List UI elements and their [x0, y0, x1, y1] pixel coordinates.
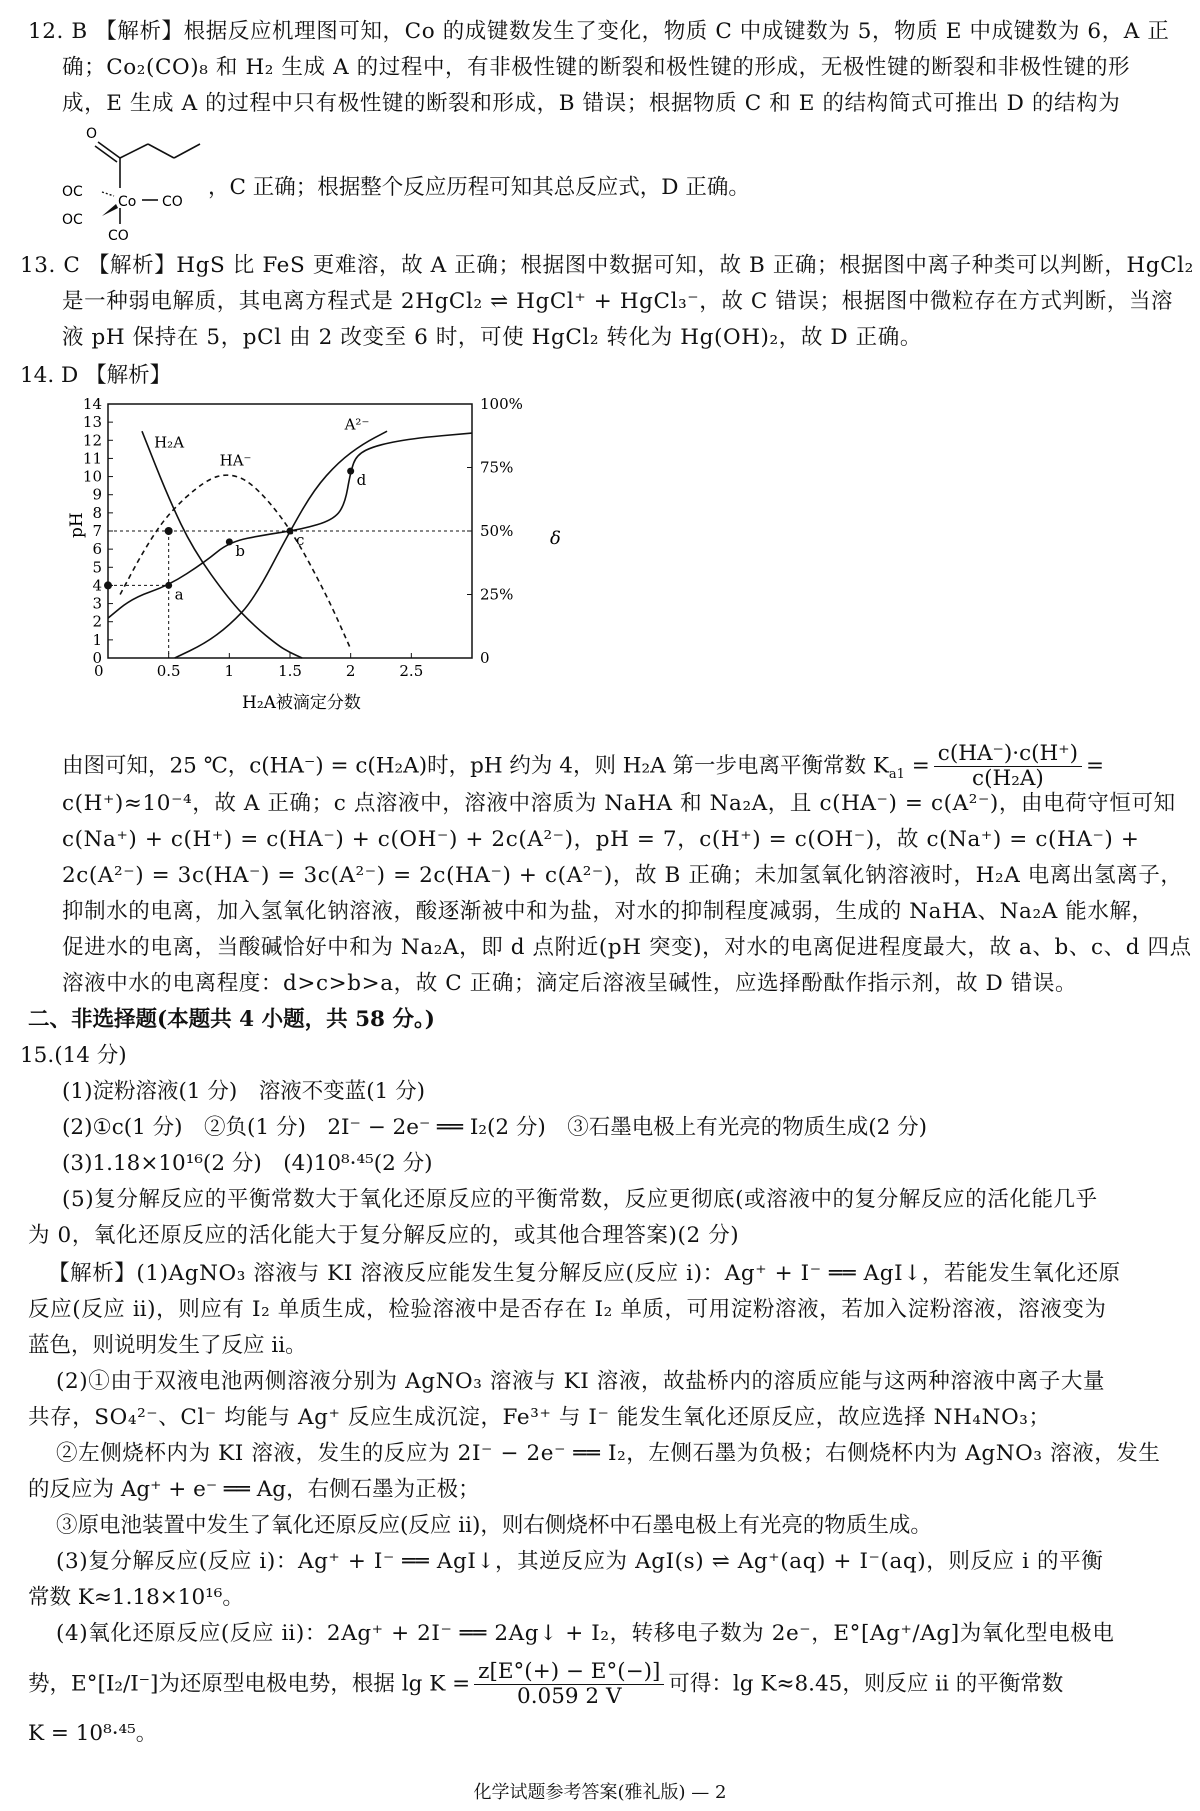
series-line-HA⁻: [120, 475, 351, 649]
struct-o-label: O: [86, 126, 98, 142]
y-tick-right-label: 75%: [480, 458, 514, 477]
nernst-numerator: z[E°(+) − E°(−)]: [474, 1660, 664, 1685]
q14-heading: 14. D 【解析】: [20, 363, 172, 388]
x-tick-label: 1.5: [278, 662, 302, 680]
struct-co-right: CO: [162, 194, 183, 210]
point-marker-cross: [165, 527, 173, 535]
section-2-heading: 二、非选择题(本题共 4 小题，共 58 分。): [28, 1007, 435, 1032]
x-tick-label: 0.5: [156, 662, 181, 680]
y-tick-left-label: 1: [92, 630, 102, 649]
q15-explain-1: 【解析】(1)AgNO₃ 溶液与 KI 溶液反应能发生复分解反应(反应 ⅰ)：Ag⁺ + I⁻ ══ AgI↓，若能发生氧化还原: [48, 1261, 1121, 1286]
q15-explain-5: 共存，SO₄²⁻、Cl⁻ 均能与 Ag⁺ 反应生成沉淀，Fe³⁺ 与 I⁻ 能发生氧化还原反应，故应选择 NH₄NO₃；: [28, 1405, 1051, 1430]
point-marker-d: [347, 468, 354, 475]
y-axis-label-delta: δ: [550, 528, 561, 549]
y-tick-left-label: 14: [82, 395, 102, 413]
y-tick-left-label: 7: [92, 522, 102, 540]
q15-explain-7: 的反应为 Ag⁺ + e⁻ ══ Ag，右侧石墨为正极；: [28, 1477, 480, 1502]
y-tick-left-label: 11: [82, 449, 102, 468]
y-tick-left-label: 5: [92, 558, 102, 577]
q15-explain-11: (4)氧化还原反应(反应 ⅱ)：2Ag⁺ + 2I⁻ ══ 2Ag↓ + I₂，转移电子数为 2e⁻，E°[Ag⁺/Ag]为氧化型电极电: [56, 1621, 1115, 1646]
q12-line-3: 成，E 生成 A 的过程中只有极性键的断裂和形成，B 错误；根据物质 C 和 E 的结构简式可推出 D 的结构为: [62, 91, 1121, 116]
nernst-denominator: 0.059 2 V: [517, 1684, 622, 1709]
struct-oc-label-2: OC: [62, 212, 83, 228]
q14-line-7: 溶液中水的电离程度：d>c>b>a，故 C 正确；滴定后溶液呈碱性，应选择酚酞作指示剂，故 D 错误。: [62, 971, 1078, 996]
q15-explain-6: ②左侧烧杯内为 KI 溶液，发生的反应为 2I⁻ − 2e⁻ ══ I₂，左侧石墨为负极；右侧烧杯内为 AgNO₃ 溶液，发生: [56, 1441, 1161, 1466]
y-tick-left-label: 6: [92, 540, 102, 559]
point-label-a: a: [174, 585, 184, 604]
q12-line-2: 确；Co₂(CO)₈ 和 H₂ 生成 A 的过程中，有非极性键的断裂和极性键的形成，无极性键的断裂和非极性键的形: [62, 55, 1131, 80]
y-tick-left-label: 2: [92, 612, 102, 631]
q15-explain-8: ③原电池装置中发生了氧化还原反应(反应 ⅱ)，则右侧烧杯中石墨电极上有光亮的物质生成。: [56, 1513, 932, 1538]
x-tick-label: 2: [345, 662, 356, 680]
q14-line-1c: =: [904, 753, 930, 779]
y-tick-left-label: 9: [92, 485, 102, 504]
q15-explain-13: K = 10⁸·⁴⁵。: [28, 1721, 158, 1746]
q14-line-1a: 由图可知，25 ℃，c(HA⁻) = c(H₂A)时，pH 约为 4，则 H₂A 第一步电离平衡常数 K: [62, 753, 889, 779]
point-label-d: d: [356, 471, 367, 490]
series-label: A²⁻: [344, 415, 370, 434]
y-tick-right-label: 25%: [480, 585, 514, 604]
y-tick-left-label: 8: [92, 503, 102, 522]
q12-line-4: ，C 正确；根据整个反应历程可知其总反应式，D 正确。: [208, 175, 750, 200]
q14-line-1d: =: [1086, 753, 1105, 779]
q14-line-4: 2c(A²⁻) = 3c(HA⁻) = 3c(A²⁻) = 2c(HA⁻) + c(A²⁻)，故 B 正确；未加氢氧化钠溶液时，H₂A 电离出氢离子，: [62, 863, 1183, 888]
q13-line-3: 液 pH 保持在 5，pCl 由 2 改变至 6 时，可使 HgCl₂ 转化为 Hg(OH)₂，故 D 正确。: [62, 325, 922, 350]
y-tick-left-label: 10: [82, 467, 102, 486]
x-tick-label: 2.5: [399, 662, 424, 680]
ka1-numerator: c(HA⁻)·c(H⁺): [934, 742, 1082, 767]
q14-line-3: c(Na⁺) + c(H⁺) = c(HA⁻) + c(OH⁻) + 2c(A²⁻)，pH = 7，c(H⁺) = c(OH⁻)，故 c(Na⁺) = c(HA⁻) +: [62, 827, 1140, 852]
point-marker-b: [226, 538, 233, 545]
point-label-b: b: [235, 541, 245, 560]
q15-answer-3: (3)1.18×10¹⁶(2 分) (4)10⁸·⁴⁵(2 分): [62, 1151, 433, 1176]
series-label: HA⁻: [219, 451, 252, 470]
y-tick-left-label: 0: [92, 649, 102, 667]
q13-line-2: 是一种弱电解质，其电离方程式是 2HgCl₂ ⇌ HgCl⁺ + HgCl₃⁻，故 C 错误；根据图中微粒存在方式判断，当溶: [62, 289, 1174, 314]
point-marker-a: [165, 582, 172, 589]
y-tick-left-label: 12: [82, 431, 102, 450]
cobalt-complex-structure: [62, 124, 212, 244]
q15-explain-12: [28, 1660, 1178, 1709]
q14-line-5: 抑制水的电离，加入氢氧化钠溶液，酸逐渐被中和为盐，对水的抑制程度减弱，生成的 NaHA、Na₂A 能水解，: [62, 899, 1154, 924]
struct-oc-label-1: OC: [62, 184, 83, 200]
y-tick-right-label: 100%: [480, 395, 523, 413]
q14-line-1: [62, 742, 1178, 791]
q15-explain-3: 蓝色，则说明发生了反应 ⅱ。: [28, 1333, 307, 1358]
q14-line-6: 促进水的电离，当酸碱恰好中和为 Na₂A，即 d 点附近(pH 突变)，对水的电离促进程度最大，故 a、b、c、d 四点: [62, 935, 1192, 960]
q15-answer-1: (1)淀粉溶液(1 分) 溶液不变蓝(1 分): [62, 1079, 426, 1104]
q14-line-2: c(H⁺)≈10⁻⁴，故 A 正确；c 点溶液中，溶液中溶质为 NaHA 和 Na₂A，且 c(HA⁻) = c(A²⁻)，由电荷守恒可知: [62, 791, 1176, 816]
y-tick-left-label: 4: [92, 576, 102, 595]
q15-heading: 15.(14 分): [20, 1043, 127, 1068]
ka1-denominator: c(H₂A): [972, 766, 1044, 791]
x-tick-label: 1: [224, 662, 235, 680]
q15-explain-12b: 可得：lg K≈8.45，则反应 ⅱ 的平衡常数: [668, 1671, 1064, 1697]
q14-ka1-sub: a1: [888, 766, 905, 782]
q15-answer-5a: (5)复分解反应的平衡常数大于氧化还原反应的平衡常数，反应更彻底(或溶液中的复分解反应的活化能几乎: [62, 1187, 1098, 1212]
q15-explain-10: 常数 K≈1.18×10¹⁶。: [28, 1585, 244, 1610]
point-marker-start: [104, 581, 112, 589]
q15-answer-2: (2)①c(1 分) ②负(1 分) 2I⁻ − 2e⁻ ══ I₂(2 分) ③石墨电极上有光亮的物质生成(2 分): [62, 1115, 928, 1140]
ka1-fraction: [934, 742, 1082, 791]
x-axis-label: H₂A被滴定分数: [242, 693, 361, 713]
struct-co-bottom: CO: [108, 228, 129, 244]
page-footer: 化学试题参考答案(雅礼版) — 2: [473, 1782, 727, 1803]
titration-chart: [62, 392, 582, 722]
point-marker-c: [287, 528, 294, 535]
y-tick-left-label: 13: [82, 413, 102, 432]
x-tick-label: 0: [94, 662, 104, 680]
series-line-ph: [108, 433, 472, 618]
q15-explain-2: 反应(反应 ⅱ)，则应有 I₂ 单质生成，检验溶液中是否存在 I₂ 单质，可用淀粉溶液，若加入淀粉溶液，溶液变为: [28, 1297, 1107, 1322]
series-line-A²⁻: [175, 431, 387, 658]
y-tick-right-label: 50%: [480, 522, 514, 540]
y-tick-right-label: 0: [480, 649, 490, 667]
nernst-fraction: [474, 1660, 664, 1709]
q15-explain-9: (3)复分解反应(反应 ⅰ)：Ag⁺ + I⁻ ══ AgI↓，其逆反应为 AgI(s) ⇌ Ag⁺(aq) + I⁻(aq)，则反应 ⅰ 的平衡: [56, 1549, 1104, 1574]
y-axis-label-ph: pH: [67, 512, 87, 538]
y-tick-left-label: 3: [92, 594, 102, 613]
q15-explain-4: (2)①由于双液电池两侧溶液分别为 AgNO₃ 溶液与 KI 溶液，故盐桥内的溶质应能与这两种溶液中离子大量: [56, 1369, 1106, 1394]
series-label: H₂A: [154, 433, 185, 452]
q12-line-1: 12. B 【解析】根据反应机理图可知，Co 的成键数发生了变化，物质 C 中成键数为 5，物质 E 中成键数为 6，A 正: [28, 19, 1170, 44]
q15-explain-12a: 势，E°[I₂/I⁻]为还原型电极电势，根据 lg K =: [28, 1671, 471, 1697]
q13-line-1: 13. C 【解析】HgS 比 FeS 更难溶，故 A 正确；根据图中数据可知，故 B 正确；根据图中离子种类可以判断，HgCl₂: [20, 253, 1194, 278]
struct-co-center: Co: [118, 194, 137, 210]
q15-answer-5b: 为 0，氧化还原反应的活化能大于复分解反应的，或其他合理答案)(2 分): [28, 1223, 740, 1248]
titration-chart-svg: [62, 392, 582, 722]
point-label-c: c: [296, 531, 305, 549]
